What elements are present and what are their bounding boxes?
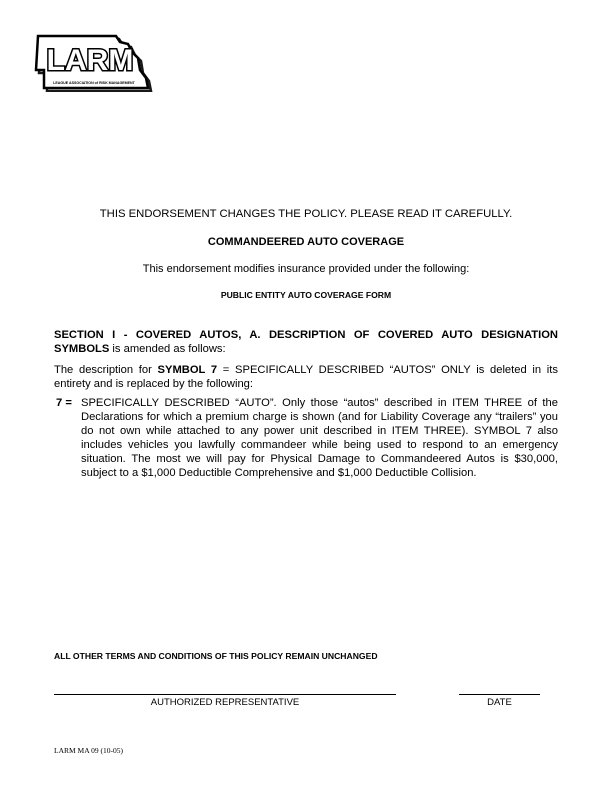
svg-text:LARM: LARM — [46, 44, 134, 77]
other-terms-statement: ALL OTHER TERMS AND CONDITIONS OF THIS POLICY REMAIN UNCHANGED — [54, 651, 378, 661]
modifies-statement: This endorsement modifies insurance provided under the following: — [142, 263, 470, 275]
symbol-bold: SYMBOL 7 — [157, 364, 218, 376]
symbol-number: 7 = — [56, 397, 72, 409]
coverage-form-name: PUBLIC ENTITY AUTO COVERAGE FORM — [220, 290, 392, 300]
endorsement-title: COMMANDEERED AUTO COVERAGE — [207, 236, 405, 248]
date-line — [459, 694, 540, 695]
date-label: DATE — [487, 697, 512, 708]
authorized-representative-label: AUTHORIZED REPRESENTATIVE — [150, 697, 300, 708]
svg-text:LEAGUE ASSOCIATION of RISK MAN: LEAGUE ASSOCIATION of RISK MANAGEMENT — [53, 81, 135, 85]
desc-post: = SPECIFICALLY DESCRIBED “AUTOS” ONLY is deleted in its entirety and is replaced by the following: — [54, 364, 558, 390]
description-paragraph — [54, 363, 558, 391]
form-code: LARM MA 09 (10-05) — [54, 746, 123, 755]
signature-line — [54, 694, 396, 695]
section-heading-paragraph — [54, 328, 558, 356]
larm-logo — [32, 30, 154, 92]
desc-pre: The description for — [54, 364, 158, 376]
section-tail: is amended as follows: — [109, 343, 226, 355]
endorsement-notice: THIS ENDORSEMENT CHANGES THE POLICY. PLEASE READ IT CAREFULLY. — [99, 208, 513, 220]
symbol-definition: SPECIFICALLY DESCRIBED “AUTO”. Only those “autos” described in ITEM THREE of the Declarations for which a premium charge is shown (and for Liability Coverage any “trailers” you do not own while attached to any power unit described in ITEM THREE). SYMBOL 7 also includes vehicles you lawfully commandeer while being used to respond to an emergency situation. The most we will pay for Physical Damage to Commandeered Autos is $30,000, subject to a $1,000 Deductible Comprehensive and $1,000 Deductible Collision. — [81, 397, 558, 479]
section-heading: SECTION I - COVERED AUTOS, A. DESCRIPTION OF COVERED AUTO DESIGNATION SYMBOLS — [54, 329, 558, 355]
